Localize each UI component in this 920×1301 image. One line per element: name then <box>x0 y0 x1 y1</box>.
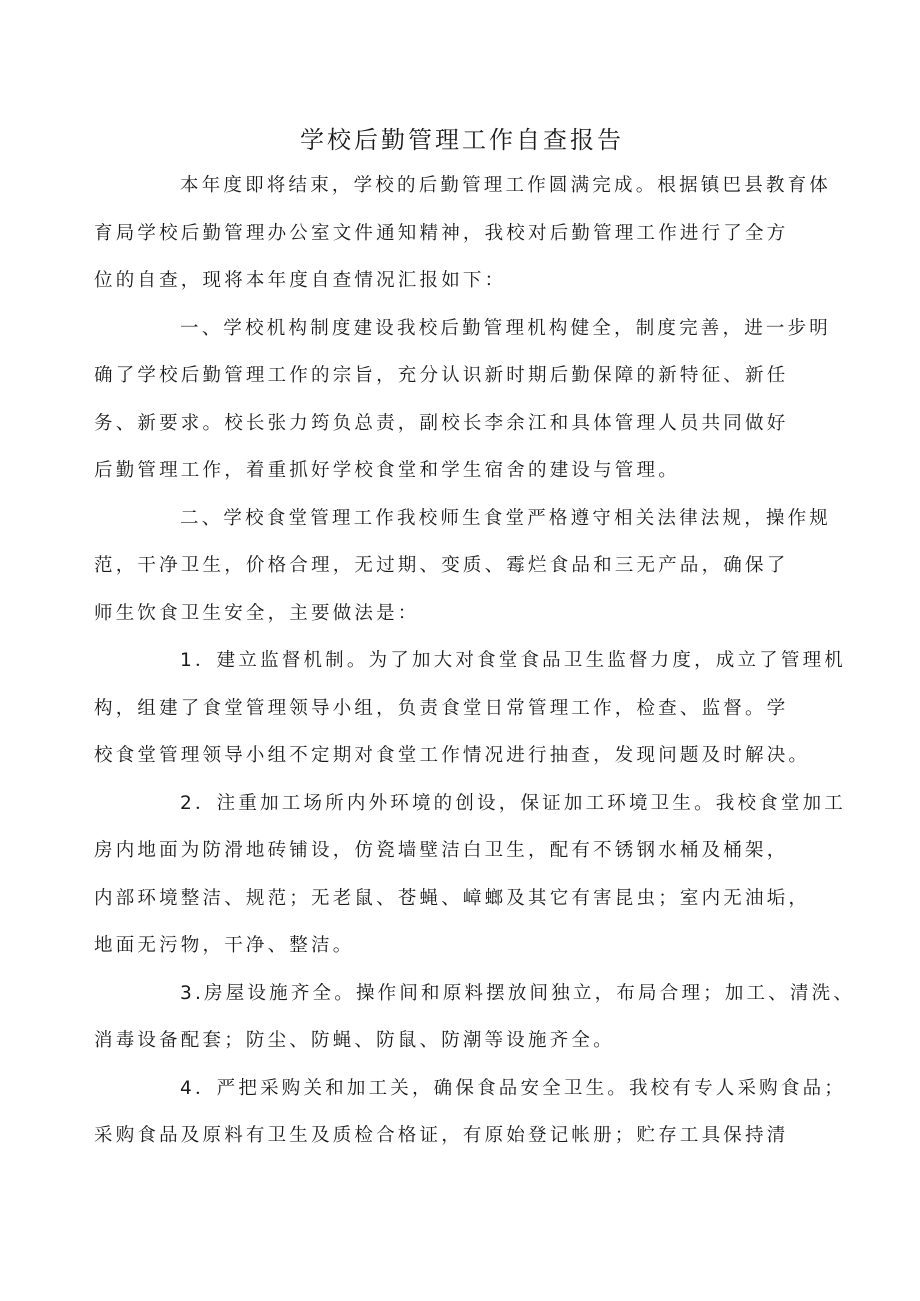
text-line: 务、新要求。校长张力筠负总责，副校长李余江和具体管理人员共同做好 <box>94 412 789 434</box>
paragraph <box>94 1065 846 1160</box>
paragraph <box>94 162 832 305</box>
text-line: 范，干净卫生，价格合理，无过期、变质、霉烂食品和三无产品，确保了 <box>94 555 789 576</box>
text-line: 2．注重加工场所内外环境的创设，保证加工环境卫生。我校食堂加工 <box>180 792 846 814</box>
text-line: 校食堂管理领导小组不定期对食堂工作情况进行抽查，发现问题及时解决。 <box>94 745 811 766</box>
paragraph <box>94 970 856 1065</box>
text-line: 地面无污物，干净、整洁。 <box>94 935 355 956</box>
paragraph <box>94 637 846 780</box>
text-line: 4．严把采购关和加工关，确保食品安全卫生。我校有专人采购食品； <box>180 1077 846 1099</box>
text-line: 3.房屋设施齐全。操作间和原料摆放间独立，布局合理；加工、清洗、 <box>180 982 856 1004</box>
paragraph <box>94 780 846 970</box>
text-line: 一、学校机构制度建设我校后勤管理机构健全，制度完善，进一步明 <box>180 317 832 339</box>
text-line: 1．建立监督机制。为了加大对食堂食品卫生监督力度，成立了管理机 <box>180 650 846 671</box>
text-line: 构，组建了食堂管理领导小组，负责食堂日常管理工作，检查、监督。学 <box>94 697 789 719</box>
paragraph <box>94 495 832 638</box>
text-line: 内部环境整洁、规范；无老鼠、苍蝇、嶂螂及其它有害昆虫；室内无油垢， <box>94 887 811 909</box>
document-title: 学校后勤管理工作自查报告 <box>300 126 624 154</box>
paragraph <box>94 305 832 495</box>
text-line: 后勤管理工作，着重抓好学校食堂和学生宿舍的建设与管理。 <box>94 460 680 481</box>
text-line: 育局学校后勤管理办公室文件通知精神，我校对后勤管理工作进行了全方 <box>94 222 789 244</box>
text-line: 师生饮食卫生安全，主要做法是： <box>94 602 420 624</box>
document-page <box>94 118 856 1160</box>
text-line: 确了学校后勤管理工作的宗旨，充分认识新时期后勤保障的新特征、新任 <box>94 365 789 386</box>
text-line: 二、学校食堂管理工作我校师生食堂严格遵守相关法律法规，操作规 <box>180 507 832 529</box>
text-line: 采购食品及原料有卫生及质检合格证，有原始登记帐册；贮存工具保持清 <box>94 1125 789 1146</box>
text-line: 位的自查，现将本年度自查情况汇报如下： <box>94 270 507 291</box>
text-line: 本年度即将结束，学校的后勤管理工作圆满完成。根据镇巴县教育体 <box>180 175 832 196</box>
text-line: 消毒设备配套；防尘、防蝇、防鼠、防潮等设施齐全。 <box>94 1030 615 1051</box>
text-line: 房内地面为防滑地砖铺设，仿瓷墙壁洁白卫生，配有不锈钢水桶及桶架， <box>94 840 789 861</box>
document-body <box>94 162 856 1160</box>
